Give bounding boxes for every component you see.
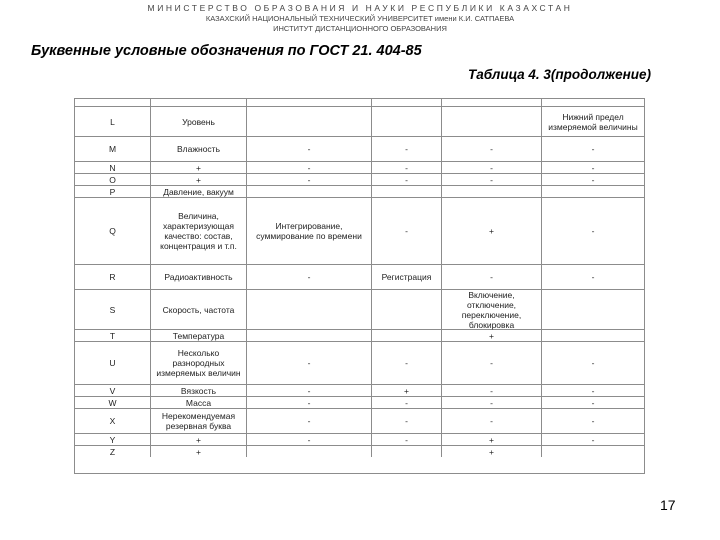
table-row [75, 434, 644, 446]
table-cell: + [372, 385, 442, 396]
ministry-header: МИНИСТЕРСТВО ОБРАЗОВАНИЯ И НАУКИ РЕСПУБЛИКИ КАЗАХСТАН [147, 3, 573, 13]
page-title: Буквенные условные обозначения по ГОСТ 21. 404-85 [31, 43, 422, 59]
table-cell: - [442, 162, 542, 173]
table-cell: Температура [151, 330, 247, 341]
table-cell [247, 99, 372, 106]
table-row [75, 198, 644, 265]
table-row [75, 397, 644, 409]
table-cell [247, 107, 372, 136]
table-cell: - [442, 174, 542, 185]
table-cell [247, 446, 372, 457]
table-cell: - [247, 162, 372, 173]
table-caption: Таблица 4. 3(продолжение) [468, 67, 651, 82]
table-cell [247, 290, 372, 329]
table-cell [247, 186, 372, 197]
table-cell: - [247, 397, 372, 408]
table-row [75, 186, 644, 198]
table-cell: - [591, 385, 595, 396]
table-row [75, 99, 644, 107]
table-cell: - [442, 342, 542, 384]
table-cell: - [247, 385, 372, 396]
table-cell: T [75, 330, 151, 341]
table-cell [542, 290, 644, 329]
table-cell: Регистрация [372, 265, 442, 289]
table-cell [542, 186, 644, 197]
table-cell: U [75, 342, 151, 384]
table-cell: - [442, 265, 542, 289]
table-cell [372, 446, 442, 457]
table-cell: - [372, 137, 442, 161]
table-cell: - [247, 409, 372, 433]
table-cell [442, 99, 542, 106]
table-cell: + [151, 174, 247, 185]
table-cell [151, 99, 247, 106]
table-row [75, 409, 644, 434]
table-cell: - [591, 416, 595, 426]
institute-header: ИНСТИТУТ ДИСТАНЦИОННОГО ОБРАЗОВАНИЯ [273, 24, 447, 33]
table-row [75, 107, 644, 137]
table-cell: - [591, 358, 595, 368]
table-cell: - [372, 342, 442, 384]
page-number: 17 [660, 497, 676, 513]
table-cell: - [591, 226, 595, 236]
table-row [75, 446, 644, 457]
table-cell: Нерекомендуемая резервная буква [151, 409, 247, 433]
table-cell [372, 107, 442, 136]
table-cell: W [75, 397, 151, 408]
table-cell: Скорость, частота [151, 290, 247, 329]
table-cell: R [75, 265, 151, 289]
table-row [75, 290, 644, 330]
table-cell: + [442, 330, 542, 341]
table-cell: Интегрирование, суммирование по времени [247, 198, 372, 264]
table-cell: - [247, 265, 372, 289]
table-cell: P [75, 186, 151, 197]
table-cell [372, 330, 442, 341]
university-header: КАЗАХСКИЙ НАЦИОНАЛЬНЫЙ ТЕХНИЧЕСКИЙ УНИВЕРСИТЕТ имени К.И. САТПАЕВА [205, 14, 515, 23]
table-cell: - [591, 174, 595, 185]
table-cell [442, 107, 542, 136]
table-cell: - [372, 162, 442, 173]
table-cell: - [372, 198, 442, 264]
table-cell: V [75, 385, 151, 396]
table-row [75, 174, 644, 186]
table-cell: - [372, 397, 442, 408]
table-cell: Радиоактивность [151, 265, 247, 289]
table-cell [542, 330, 644, 341]
table-cell: + [151, 434, 247, 445]
table-cell: - [247, 174, 372, 185]
table-cell: + [151, 446, 247, 457]
table-cell: L [75, 107, 151, 136]
table-cell: Давление, вакуум [151, 186, 247, 197]
table-cell: + [442, 198, 542, 264]
table-cell: - [591, 434, 595, 445]
table-cell: N [75, 162, 151, 173]
table-row [75, 385, 644, 397]
table-cell: - [591, 144, 595, 154]
table-row [75, 162, 644, 174]
table-cell: - [591, 162, 595, 173]
table-cell: Включение, отключение, переключение, блокировка [442, 290, 542, 329]
table-cell: - [372, 434, 442, 445]
table-cell: - [591, 272, 595, 282]
table-cell: Уровень [151, 107, 247, 136]
table-cell: - [442, 397, 542, 408]
table-cell [372, 290, 442, 329]
table-cell: Z [75, 446, 151, 457]
table-cell: Q [75, 198, 151, 264]
table-cell: - [442, 137, 542, 161]
table-cell: Вязкость [151, 385, 247, 396]
table-cell: - [372, 174, 442, 185]
gost-letter-table [74, 98, 645, 474]
table-cell: - [372, 409, 442, 433]
table-cell [372, 186, 442, 197]
table-cell: - [442, 385, 542, 396]
table-cell: S [75, 290, 151, 329]
table-cell: Влажность [151, 137, 247, 161]
table-cell: - [247, 137, 372, 161]
table-row [75, 137, 644, 162]
table-row [75, 265, 644, 290]
table-cell: Несколько разнородных измеряемых величин [151, 342, 247, 384]
table-cell: Величина, характеризующая качество: состав, концентрация и т.п. [151, 198, 247, 264]
table-cell: M [75, 137, 151, 161]
table-cell: Масса [151, 397, 247, 408]
table-cell: + [442, 434, 542, 445]
table-cell [542, 446, 644, 457]
table-cell: X [75, 409, 151, 433]
table-cell: O [75, 174, 151, 185]
table-cell [247, 330, 372, 341]
table-row [75, 342, 644, 385]
table-cell: - [591, 397, 595, 408]
table-cell [442, 186, 542, 197]
table-cell: - [247, 434, 372, 445]
table-cell: + [151, 162, 247, 173]
table-cell [372, 99, 442, 106]
table-row [75, 330, 644, 342]
table-cell: Нижний предел измеряемой величины [548, 111, 638, 132]
table-cell: - [442, 409, 542, 433]
table-cell [542, 99, 644, 106]
table-cell: + [442, 446, 542, 457]
table-cell: Y [75, 434, 151, 445]
table-cell: - [247, 342, 372, 384]
table-cell [75, 99, 151, 106]
